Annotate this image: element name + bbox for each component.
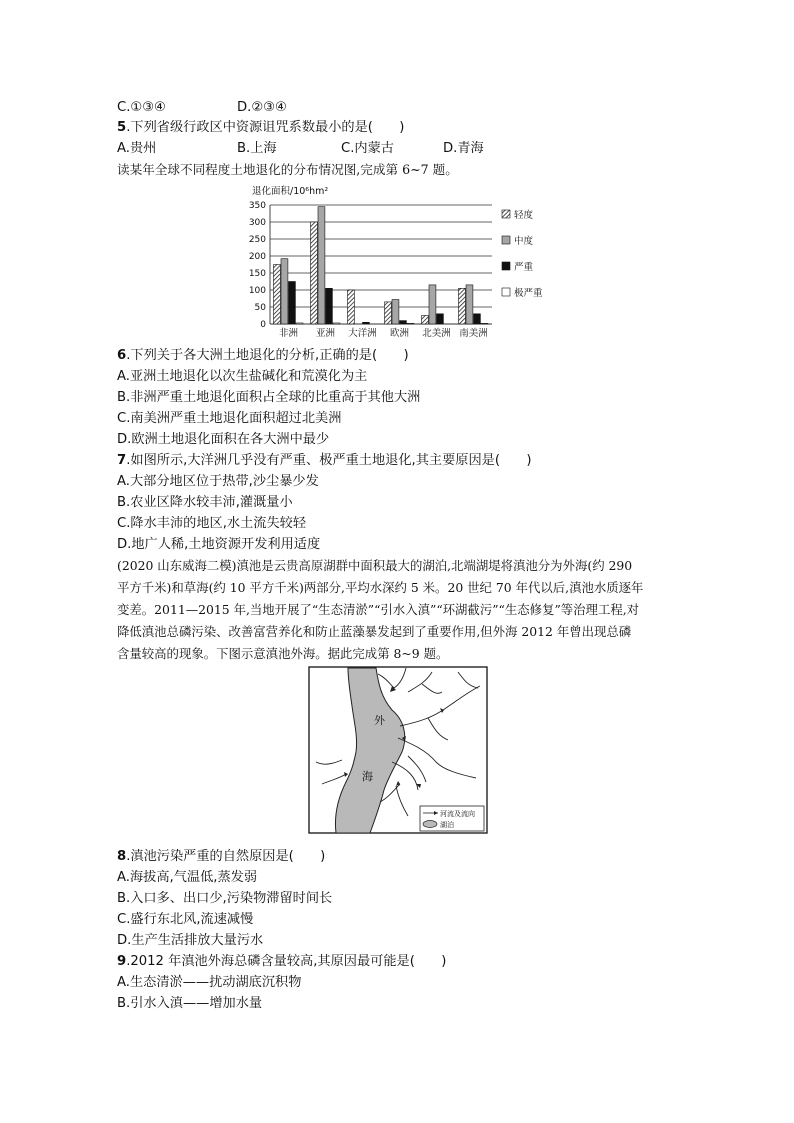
question-stem: .如图所示,大洋洲几乎没有严重、极严重土地退化,其主要原因是( ) (126, 453, 532, 468)
question-stem: .滇池污染严重的自然原因是( ) (126, 849, 326, 864)
option-c: C.盛行东北风,流速减慢 (117, 912, 254, 927)
option-d: D.欧洲土地退化面积在各大洲中最少 (117, 432, 330, 447)
bar (422, 316, 429, 325)
option-b: B.非洲严重土地退化面积占全球的比重高于其他大洲 (117, 390, 421, 405)
passage-line: 降低滇池总磷污染、改善富营养化和防止蓝藻暴发起到了重要作用,但外海 2012 年曾出现总磷 (117, 624, 632, 639)
bar (296, 323, 303, 324)
x-tick-label: 欧洲 (389, 328, 410, 339)
question-stem: .2012 年滇池外海总磷含量较高,其原因最可能是( ) (126, 954, 447, 969)
option-c: C.①③④ (117, 100, 166, 115)
bar (481, 323, 488, 324)
option-a: A.海拔高,气温低,蒸发弱 (117, 870, 258, 885)
passage-line: 变差。2011—2015 年,当地开展了“生态清淤”“引水入滇”“环湖截污”“生态修复”等治理工程,对 (117, 602, 640, 617)
y-tick-label: 200 (248, 252, 266, 262)
bar (311, 222, 318, 324)
x-tick-label: 北美洲 (422, 328, 451, 339)
y-tick-label: 50 (254, 303, 266, 313)
question-9 (117, 952, 446, 971)
bar (437, 314, 444, 324)
option-d: D.②③④ (237, 100, 287, 115)
chart-intro: 读某年全球不同程度土地退化的分布情况图,完成第 6~7 题。 (117, 162, 458, 177)
legend-swatch (502, 210, 510, 218)
option-c: C.南美洲严重土地退化面积超过北美洲 (117, 411, 342, 426)
question-8 (117, 847, 325, 866)
x-tick-label: 非洲 (278, 328, 299, 339)
y-axis-label: 退化面积/10⁶hm² (252, 186, 329, 197)
bar (318, 207, 325, 324)
y-tick-label: 350 (248, 201, 266, 211)
question-stem: .下列省级行政区中资源诅咒系数最小的是( ) (126, 120, 405, 135)
option-a: A.大部分地区位于热带,沙尘暴少发 (117, 474, 319, 489)
question-number: 7 (117, 453, 127, 468)
question-number: 9 (117, 954, 127, 969)
option-b: B.农业区降水较丰沛,灌溉量小 (117, 495, 293, 510)
x-tick-label: 亚洲 (315, 328, 336, 339)
option-a: A.亚洲土地退化以次生盐碱化和荒漠化为主 (117, 369, 368, 384)
legend-river: 河流及流向 (440, 810, 475, 818)
lake-label-sea: 海 (362, 770, 373, 783)
option-c: C.降水丰沛的地区,水土流失较轻 (117, 516, 307, 531)
bar (333, 323, 340, 324)
question-number: 6 (117, 348, 127, 363)
bar (281, 259, 288, 324)
legend-label: 极严重 (514, 288, 543, 299)
bar (459, 288, 466, 324)
bar (326, 288, 333, 324)
y-tick-label: 150 (248, 269, 266, 279)
option-a: A.贵州 (117, 141, 157, 156)
option-b: B.引水入滇——增加水量 (117, 996, 263, 1011)
option-d: D.青海 (443, 141, 484, 156)
legend-swatch (502, 262, 510, 270)
question-stem: .下列关于各大洲土地退化的分析,正确的是( ) (126, 348, 409, 363)
option-a: A.生态清淤——扰动湖底沉积物 (117, 975, 302, 990)
legend-label: 轻度 (514, 210, 534, 221)
bar (474, 314, 481, 324)
y-tick-label: 0 (260, 320, 266, 330)
legend-label: 中度 (514, 236, 534, 247)
passage-line: 含量较高的现象。下图示意滇池外海。据此完成第 8~9 题。 (117, 646, 449, 661)
option-c: C.内蒙古 (341, 141, 394, 156)
question-5 (117, 118, 404, 137)
land-degradation-chart (238, 184, 558, 342)
bar (466, 285, 473, 324)
legend-label: 严重 (514, 262, 534, 273)
bar (407, 323, 414, 324)
legend-swatch (502, 288, 510, 296)
legend-swatch (502, 236, 510, 244)
dianchi-map (308, 666, 488, 834)
question-number: 5 (117, 120, 127, 135)
x-tick-label: 南美洲 (459, 328, 488, 339)
x-tick-label: 大洋洲 (348, 328, 377, 339)
question-number: 8 (117, 849, 127, 864)
bar (274, 265, 281, 325)
lake-label-outer: 外 (374, 714, 385, 727)
passage-line: (2020 山东威海二模)滇池是云贵高原湖群中面积最大的湖泊,北端湖堤将滇池分为外海(约 290 (117, 558, 633, 573)
option-d: D.生产生活排放大量污水 (117, 933, 264, 948)
y-tick-label: 300 (248, 218, 266, 228)
y-tick-label: 100 (248, 286, 266, 296)
question-7 (117, 451, 532, 470)
bar (289, 282, 296, 325)
bar (363, 322, 370, 324)
option-d: D.地广人稀,土地资源开发利用适度 (117, 537, 321, 552)
bar (392, 300, 399, 324)
legend-lake: 湖泊 (440, 821, 454, 829)
passage-line: 平方千米)和草海(约 10 平方千米)两部分,平均水深约 5 米。20 世纪 70 年代以后,滇池水质逐年 (117, 580, 644, 595)
bar (385, 302, 392, 324)
bar (348, 290, 355, 324)
question-6 (117, 346, 409, 365)
bar (400, 321, 407, 324)
bar (429, 285, 436, 324)
option-b: B.入口多、出口少,污染物滞留时间长 (117, 891, 333, 906)
y-tick-label: 250 (248, 235, 266, 245)
option-b: B.上海 (237, 141, 277, 156)
